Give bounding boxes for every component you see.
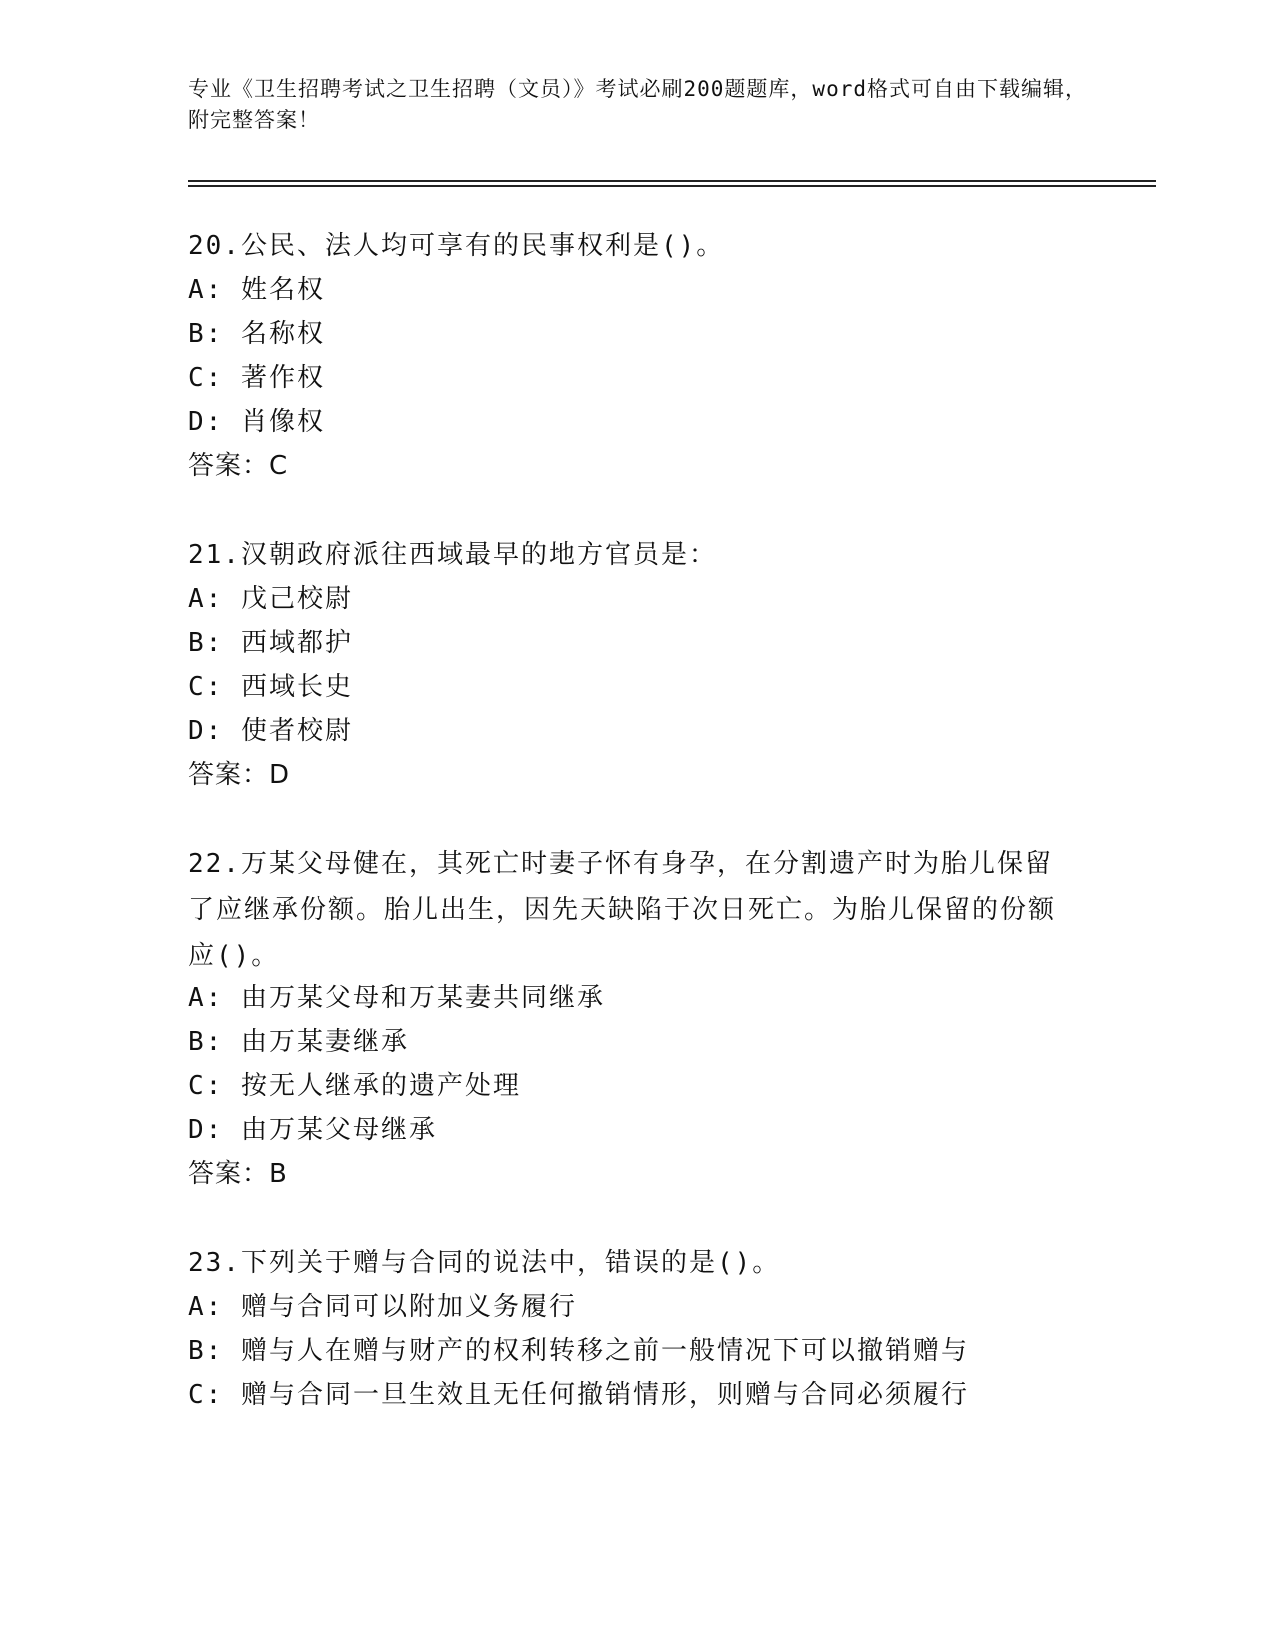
question-20-option-c: C: 著作权: [188, 363, 325, 393]
question-20-option-b: B: 名称权: [188, 319, 325, 349]
question-23-option-b: B: 赠与人在赠与财产的权利转移之前一般情况下可以撤销赠与: [188, 1336, 969, 1366]
header-divider-bottom: [188, 185, 1156, 187]
question-23-stem: 23.下列关于赠与合同的说法中，错误的是()。: [188, 1248, 781, 1278]
question-21-answer: 答案：D: [188, 760, 291, 790]
question-22-option-c: C: 按无人继承的遗产处理: [188, 1071, 521, 1101]
question-20-stem: 20.公民、法人均可享有的民事权利是()。: [188, 231, 725, 261]
question-22-option-b: B: 由万某妻继承: [188, 1027, 409, 1057]
question-21-option-b: B: 西域都护: [188, 628, 353, 658]
question-22-option-a: A: 由万某父母和万某妻共同继承: [188, 983, 605, 1013]
question-21-stem: 21.汉朝政府派往西域最早的地方官员是：: [188, 540, 717, 570]
question-21-option-d: D: 使者校尉: [188, 716, 353, 746]
question-20-answer: 答案：C: [188, 451, 289, 481]
question-21-option-c: C: 西域长史: [188, 672, 353, 702]
question-23-option-a: A: 赠与合同可以附加义务履行: [188, 1292, 577, 1322]
document-header: 专业《卫生招聘考试之卫生招聘（文员）》考试必刷200题题库，word格式可自由下载编辑，附完整答案！: [188, 77, 1087, 132]
header-divider-top: [188, 180, 1156, 182]
question-23-option-c: C: 赠与合同一旦生效且无任何撤销情形，则赠与合同必须履行: [188, 1380, 969, 1410]
question-22-stem: 22.万某父母健在，其死亡时妻子怀有身孕，在分割遗产时为胎儿保留了应继承份额。胎儿出生，因先天缺陷于次日死亡。为胎儿保留的份额应()。: [188, 849, 1057, 971]
question-21-option-a: A: 戊己校尉: [188, 584, 353, 614]
question-22-answer: 答案：B: [188, 1159, 288, 1189]
question-22-option-d: D: 由万某父母继承: [188, 1115, 437, 1145]
question-20-option-d: D: 肖像权: [188, 407, 325, 437]
question-20-option-a: A: 姓名权: [188, 275, 325, 305]
